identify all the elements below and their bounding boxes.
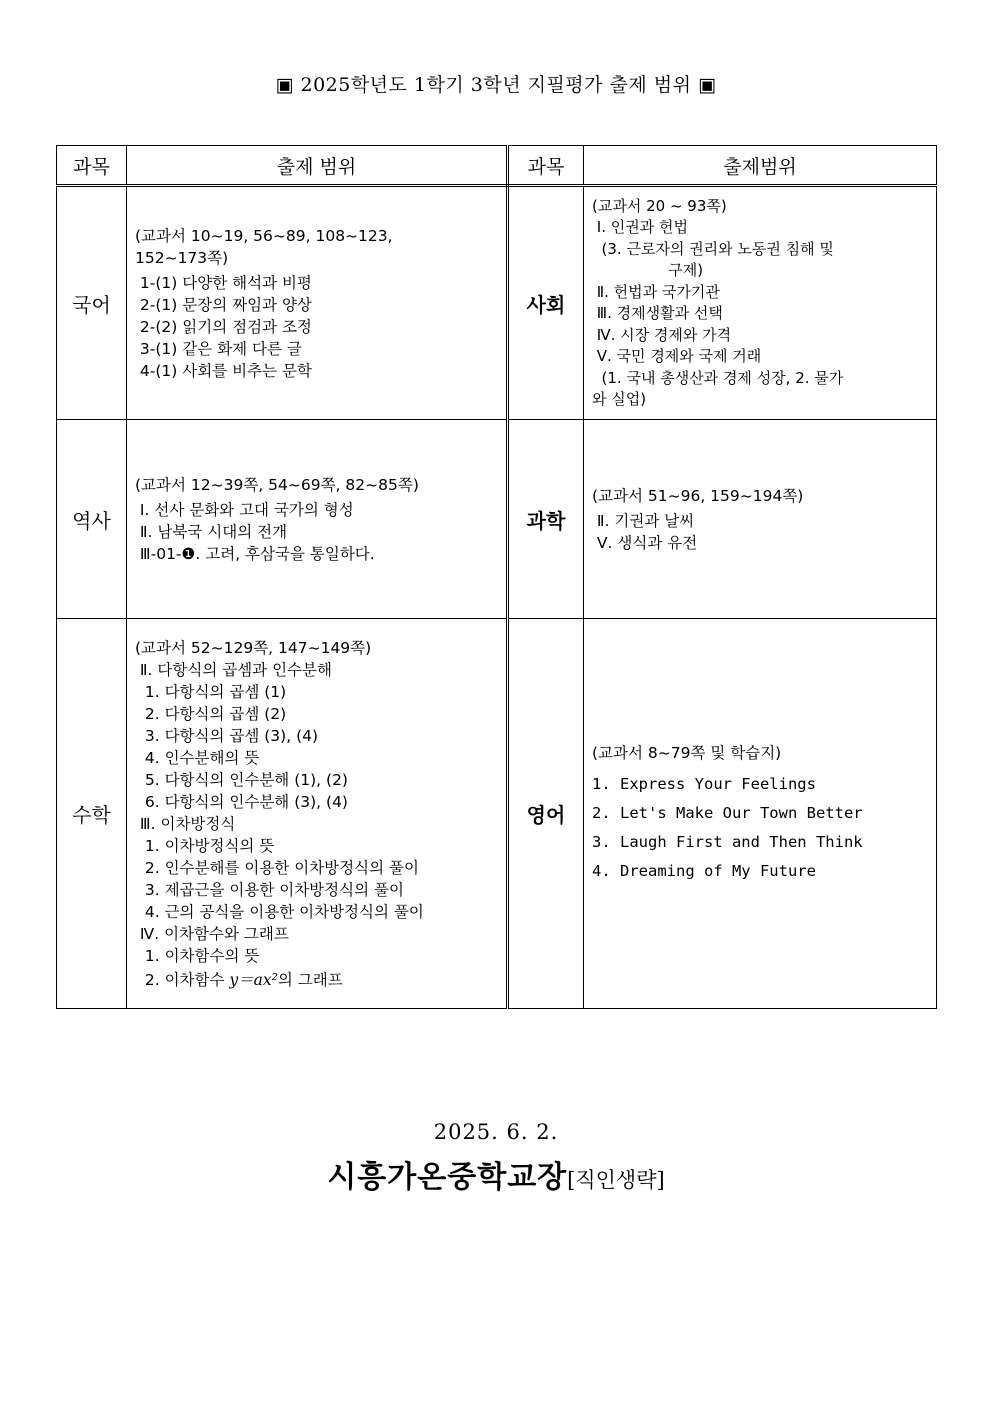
list-item: 1. Express Your Feelings (592, 774, 816, 793)
subject-cell: 사회 (508, 186, 584, 420)
textbook-pages: (교과서 20 ~ 93쪽) (592, 196, 727, 215)
list-item: (3. 근로자의 권리와 노동권 침해 및 (592, 239, 834, 258)
list-item: 2. 다항식의 곱셈 (2) (135, 704, 287, 723)
range-cell (127, 186, 508, 420)
list-item: Ⅱ. 헌법과 국가기관 (592, 282, 720, 301)
header-subject-left: 과목 (57, 146, 127, 186)
signature-block (0, 1152, 992, 1196)
principal-title: 시흥가온중학교장 (327, 1160, 568, 1195)
list-item: 3. 제곱근을 이용한 이차방정식의 풀이 (135, 880, 404, 899)
list-item: 1. 이차함수의 뜻 (135, 946, 260, 965)
list-item: 4. 인수분해의 뜻 (135, 748, 260, 767)
page-title: ▣ 2025학년도 1학기 3학년 지필평가 출제 범위 ▣ (275, 74, 717, 96)
list-item: 3. Laugh First and Then Think (592, 832, 863, 851)
list-item: Ⅱ. 남북국 시대의 전개 (135, 522, 288, 541)
header-range-right: 출제범위 (584, 146, 937, 186)
list-item: Ⅳ. 이차함수와 그래프 (135, 924, 289, 943)
range-cell (127, 619, 508, 1009)
list-item: 4. 근의 공식을 이용한 이차방정식의 풀이 (135, 902, 424, 921)
list-item: 2-(2) 읽기의 점검과 조정 (135, 317, 312, 336)
list-item: Ⅴ. 국민 경제와 국제 거래 (592, 347, 762, 365)
list-item-text: 의 그래프 (277, 970, 343, 989)
subject-cell: 수학 (57, 619, 127, 1009)
list-item (135, 969, 498, 991)
list-item: 1. 다항식의 곱셈 (1) (135, 682, 287, 701)
math-formula: y＝ax² (229, 970, 278, 989)
list-item: 2. 인수분해를 이용한 이차방정식의 풀이 (135, 858, 419, 877)
textbook-pages: (교과서 52~129쪽, 147~149쪽) (135, 638, 372, 657)
list-item: 2-(1) 문장의 짜임과 양상 (135, 295, 312, 314)
list-item: 5. 다항식의 인수분해 (1), (2) (135, 770, 348, 789)
range-cell (584, 186, 937, 420)
exam-scope-table (56, 145, 937, 1009)
list-item: Ⅲ. 이차방정식 (135, 814, 236, 833)
list-item-text: 2. 이차함수 (135, 970, 230, 989)
subject-cell: 역사 (57, 420, 127, 619)
list-item: Ⅱ. 다항식의 곱셈과 인수분해 (135, 660, 332, 679)
list-item: 6. 다항식의 인수분해 (3), (4) (135, 792, 348, 811)
list-item: Ⅲ-01-❶. 고려, 후삼국을 통일하다. (135, 544, 375, 563)
range-cell (584, 619, 937, 1009)
range-cell (584, 420, 937, 619)
list-item: 3. 다항식의 곱셈 (3), (4) (135, 726, 319, 745)
table-header-row (57, 146, 937, 186)
list-item: 구제) (592, 261, 704, 279)
textbook-pages: (교과서 10~19, 56~89, 108~123, 152~173쪽) (135, 226, 393, 267)
textbook-pages: (교과서 8~79쪽 및 학습지) (592, 743, 782, 762)
list-item: 1-(1) 다양한 해석과 비평 (135, 273, 312, 292)
list-item: (1. 국내 총생산과 경제 성장, 2. 물가 (592, 368, 844, 387)
subject-cell: 과학 (508, 420, 584, 619)
subject-cell: 영어 (508, 619, 584, 1009)
header-range-left: 출제 범위 (127, 146, 508, 186)
list-item: Ⅰ. 선사 문화와 고대 국가의 형성 (135, 500, 354, 519)
table-row (57, 186, 937, 420)
textbook-pages: (교과서 51~96, 159~194쪽) (592, 486, 804, 505)
list-item: 2. Let's Make Our Town Better (592, 803, 863, 822)
table-row (57, 420, 937, 619)
subject-cell: 국어 (57, 186, 127, 420)
textbook-pages: (교과서 12~39쪽, 54~69쪽, 82~85쪽) (135, 475, 419, 494)
range-cell (127, 420, 508, 619)
list-item: Ⅰ. 인권과 헌법 (592, 218, 688, 236)
list-item: Ⅱ. 기권과 날씨 (592, 511, 695, 530)
seal-note: [직인생략] (567, 1168, 665, 1192)
list-item: 4. Dreaming of My Future (592, 861, 816, 880)
list-item: 와 실업) (592, 390, 647, 408)
list-item: Ⅲ. 경제생활과 선택 (592, 304, 723, 322)
list-item: 1. 이차방정식의 뜻 (135, 836, 275, 855)
list-item: Ⅳ. 시장 경제와 가격 (592, 325, 732, 344)
list-item: 4-(1) 사회를 비추는 문학 (135, 361, 312, 380)
header-subject-right: 과목 (508, 146, 584, 186)
list-item: Ⅴ. 생식과 유전 (592, 533, 698, 552)
list-item: 3-(1) 같은 화제 다른 글 (135, 339, 302, 358)
document-date: 2025. 6. 2. (433, 1120, 559, 1144)
table-row (57, 619, 937, 1009)
